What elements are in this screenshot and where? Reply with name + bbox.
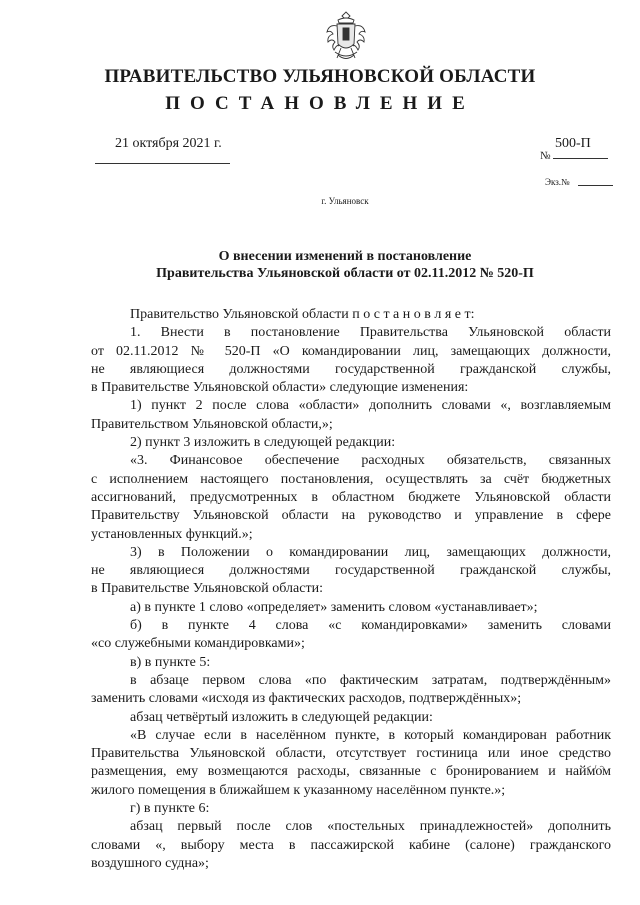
body-line: г) в пункте 6: xyxy=(130,801,210,817)
body-line: б) в пункте 4 слова «с командировками» заменить словами xyxy=(130,618,611,634)
coat-of-arms-emblem xyxy=(323,10,369,64)
body-line: «В случае если в населённом пункте, в который командирован работник xyxy=(130,727,611,743)
document-number: 500-П xyxy=(555,136,591,151)
body-line: «со служебными командировками»; xyxy=(91,636,305,652)
document-date: 21 октября 2021 г. xyxy=(115,136,222,151)
body-line: а) в пункте 1 слово «определяет» заменить словом «устанавливает»; xyxy=(130,599,538,615)
date-underline xyxy=(95,163,230,164)
body-line: Правительство Ульяновской области п о с т а н о в л я е т: xyxy=(130,307,475,322)
body-line: словами «, выбору места в пассажирской кабине (салоне) гражданского xyxy=(91,837,611,853)
body-line: в Правительстве Ульяновской области» следующие изменения: xyxy=(91,380,469,396)
body-line: в) в пункте 5: xyxy=(130,654,211,670)
body-line: 1. Внести в постановление Правительства Ульяновской области xyxy=(130,325,611,341)
body-line: в абзаце первом слова «по фактическим затратам, подтверждённым» xyxy=(130,672,611,688)
body-line: 2) пункт 3 изложить в следующей редакции: xyxy=(130,435,396,451)
document-type: ПОСТАНОВЛЕНИЕ xyxy=(165,93,475,114)
body-line: заменить словами «исходя из фактических расходов, подтверждённых»; xyxy=(91,691,522,707)
body-line: в Правительстве Ульяновской области: xyxy=(91,581,323,597)
body-line: от 02.11.2012 № 520-П «О командировании лиц, замещающих должности, xyxy=(91,343,611,359)
body-line: жилого помещения в ближайшем к указанному населённом пункте.»; xyxy=(91,782,506,798)
document-body xyxy=(91,306,611,873)
number-underline xyxy=(553,158,608,159)
government-name: ПРАВИТЕЛЬСТВО УЛЬЯНОВСКОЙ ОБЛАСТИ xyxy=(104,66,536,87)
number-sign: № xyxy=(540,150,551,162)
city: г. Ульяновск xyxy=(321,196,369,206)
copy-number-underline xyxy=(578,185,613,186)
body-line: установленных функций.»; xyxy=(91,526,253,542)
body-line: Правительству Ульяновской области на руководство и управление в сфере xyxy=(91,508,611,524)
document-title-line-2: Правительства Ульяновской области от 02.11.2012 № 520-П xyxy=(156,266,534,281)
body-line: абзац первый после слов «постельных принадлежностей» дополнить xyxy=(130,819,611,835)
body-line: не являющиеся должностями государственной гражданской службы, xyxy=(91,563,611,579)
body-line: Правительства Ульяновской области, отсутствует гостиница или иное средство xyxy=(91,746,611,762)
copy-number-label: Экз.№ xyxy=(545,177,570,187)
body-line: размещения, ему возмещаются расходы, связанные с бронированием и наймом xyxy=(91,764,611,780)
body-line: с исполнением настоящего постановления, осуществлять за счёт бюджетных xyxy=(91,471,611,487)
body-line: Правительством Ульяновской области,»; xyxy=(91,416,333,432)
body-line: «3. Финансовое обеспечение расходных обязательств, связанных xyxy=(130,453,611,469)
body-line: абзац четвёртый изложить в следующей редакции: xyxy=(130,709,433,725)
handwritten-mark xyxy=(585,760,609,774)
body-line: 1) пункт 2 после слова «области» дополнить словами «, возглавляемым xyxy=(130,398,611,414)
body-line: 3) в Положении о командировании лиц, замещающих должности, xyxy=(130,544,611,560)
body-line: воздушного судна»; xyxy=(91,855,209,871)
body-line: не являющиеся должностями государственной гражданской службы, xyxy=(91,361,611,377)
document-title-line-1: О внесении изменений в постановление xyxy=(218,249,472,264)
body-line: ассигнований, предусмотренных в областном бюджете Ульяновской области xyxy=(91,489,611,505)
